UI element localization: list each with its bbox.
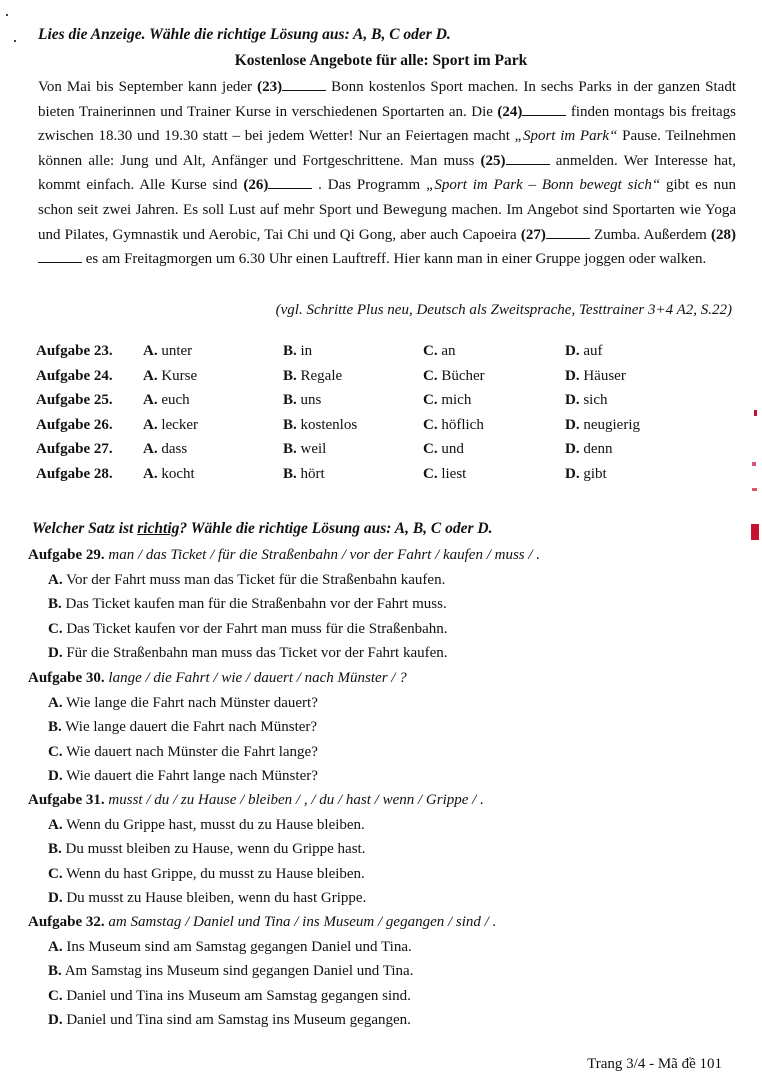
option-text: gibt: [583, 465, 607, 482]
option-text: lecker: [161, 416, 198, 433]
gap-24-blank: [522, 103, 566, 116]
task-row: [36, 417, 736, 442]
option-d: [28, 764, 748, 789]
option-letter: A.: [143, 441, 158, 458]
option-text: Du musst zu Hause bleiben, wenn du hast Grippe.: [66, 890, 367, 907]
task-row: [36, 343, 736, 368]
gap-27-blank: [546, 226, 590, 239]
option-d: [28, 886, 748, 911]
option-c: [423, 441, 464, 458]
option-text: Regale: [300, 367, 343, 384]
option-letter: C.: [48, 620, 63, 637]
stamp-mark: [751, 524, 759, 540]
option-letter: D.: [565, 441, 580, 458]
option-d: [565, 441, 613, 458]
task-label: Aufgabe 27.: [36, 441, 113, 458]
option-b: [283, 368, 342, 385]
option-text: Vor der Fahrt muss man das Ticket für die Straßenbahn kaufen.: [66, 571, 446, 588]
question-header: [28, 543, 748, 568]
option-text: Wenn du hast Grippe, du musst zu Hause bleiben.: [66, 865, 365, 882]
option-text: kostenlos: [300, 416, 358, 433]
option-letter: C.: [48, 743, 63, 760]
gap-25-label: (25): [480, 152, 506, 169]
task-label: Aufgabe 25.: [36, 392, 113, 409]
question-32: [28, 910, 748, 1033]
option-letter: B.: [283, 416, 297, 433]
question-29: [28, 543, 748, 666]
option-letter: D.: [48, 768, 63, 785]
question-label: Aufgabe 32.: [28, 914, 105, 930]
task-label: Aufgabe 26.: [36, 416, 113, 433]
option-d: [565, 466, 607, 483]
option-c: [28, 740, 748, 765]
option-a: [28, 813, 748, 838]
option-c: [28, 862, 748, 887]
option-a: [143, 466, 195, 483]
ad-passage: [38, 75, 736, 272]
option-letter: B.: [283, 367, 297, 384]
option-text: unter: [161, 343, 193, 359]
option-letter: B.: [48, 841, 62, 858]
gap-27-label: (27): [520, 226, 546, 243]
question-prompt: am Samstag / Daniel und Tina / ins Museum / gegangen / sind / .: [108, 914, 497, 930]
option-d: [565, 368, 626, 385]
option-a: [143, 368, 197, 385]
stamp-mark: [752, 488, 757, 491]
option-b: [283, 441, 326, 458]
option-b: [283, 392, 321, 409]
option-b: [28, 592, 748, 617]
question-prompt: man / das Ticket / für die Straßenbahn / vor der Fahrt / kaufen / muss / .: [108, 547, 541, 563]
question-prompt: lange / die Fahrt / wie / dauert / nach Münster / ?: [108, 670, 407, 686]
passage-text: gibt es nun schon seit zwei Jahren. Es soll Lust auf mehr Sport und Bewegung machen. Im Angebot sind Sportarten wie Yoga und Pilates, Gymnastik und Aerobic, Tai Chi und Qi Gong, aber auch Capoeira: [38, 177, 736, 243]
scan-dot: [6, 14, 8, 16]
task-row: [36, 368, 736, 393]
task-row: [36, 466, 736, 491]
option-text: und: [441, 441, 464, 458]
option-letter: B.: [48, 963, 62, 980]
option-text: neugierig: [583, 416, 640, 433]
option-a: [143, 417, 198, 434]
option-b: [283, 417, 357, 434]
option-letter: A.: [143, 465, 158, 482]
scan-dot: [14, 40, 16, 42]
option-text: an: [441, 343, 456, 359]
instruction-text: Welcher Satz ist: [32, 520, 138, 537]
question-label: Aufgabe 29.: [28, 547, 105, 563]
option-text: Für die Straßenbahn man muss das Ticket vor der Fahrt kaufen.: [66, 645, 448, 662]
option-text: Das Ticket kaufen man für die Straßenbahn vor der Fahrt muss.: [65, 596, 447, 613]
option-d: [565, 392, 608, 409]
stamp-mark: [754, 410, 757, 416]
gap-24-label: (24): [497, 103, 523, 120]
question-label: Aufgabe 30.: [28, 670, 105, 686]
option-letter: D.: [48, 1012, 63, 1029]
option-letter: C.: [423, 416, 438, 433]
option-text: Wenn du Grippe hast, musst du zu Hause bleiben.: [66, 816, 365, 833]
option-a: [143, 343, 192, 360]
question-header: [28, 910, 748, 935]
option-letter: D.: [565, 367, 580, 384]
question-31: [28, 788, 748, 911]
option-b: [283, 466, 325, 483]
option-text: Wie lange dauert die Fahrt nach Münster?: [65, 719, 318, 736]
option-text: Kurse: [161, 367, 198, 384]
option-text: Bücher: [441, 367, 485, 384]
option-letter: B.: [283, 343, 297, 359]
question-label: Aufgabe 31.: [28, 792, 105, 808]
instruction-emphasis: richtig: [137, 520, 180, 537]
option-b: [28, 959, 748, 984]
option-text: Wie dauert nach Münster die Fahrt lange?: [66, 743, 318, 760]
option-text: weil: [300, 441, 327, 458]
option-c: [423, 368, 485, 385]
ad-title: Kostenlose Angebote für alle: Sport im Park: [234, 52, 528, 69]
gap-23-label: (23): [257, 79, 283, 95]
option-c: [423, 343, 456, 360]
option-text: Wie lange die Fahrt nach Münster dauert?: [66, 694, 318, 711]
option-letter: D.: [565, 343, 580, 359]
option-letter: D.: [48, 645, 63, 662]
option-letter: A.: [48, 694, 63, 711]
option-c: [423, 392, 471, 409]
option-letter: C.: [423, 465, 438, 482]
option-letter: C.: [48, 865, 63, 882]
passage-text: es am Freitagmorgen um 6.30 Uhr einen Lauftreff. Hier kann man in einer Gruppe joggen oder walken.: [82, 251, 707, 268]
option-letter: D.: [565, 392, 580, 409]
option-text: sich: [583, 392, 608, 409]
option-text: Daniel und Tina sind am Samstag ins Museum gegangen.: [66, 1012, 411, 1029]
task-label: Aufgabe 28.: [36, 465, 113, 482]
option-text: auf: [583, 343, 603, 359]
question-header: [28, 788, 748, 813]
option-b: [283, 343, 312, 360]
passage-text: anmelden. Wer Interesse hat, kommt einfach. Alle Kurse sind: [38, 152, 736, 194]
passage-text: . Das Programm: [312, 177, 427, 194]
option-text: liest: [441, 465, 467, 482]
option-letter: C.: [423, 367, 438, 384]
option-letter: C.: [423, 441, 438, 458]
option-c: [28, 984, 748, 1009]
option-letter: B.: [283, 441, 297, 458]
option-letter: B.: [48, 719, 62, 736]
option-a: [143, 441, 187, 458]
option-letter: C.: [423, 343, 438, 359]
option-letter: D.: [565, 416, 580, 433]
option-letter: A.: [143, 416, 158, 433]
option-letter: B.: [48, 596, 62, 613]
gap-28-blank: [38, 250, 82, 263]
passage-text: Zumba. Außerdem: [589, 226, 711, 243]
option-c: [423, 417, 484, 434]
option-text: Häuser: [583, 367, 626, 384]
passage-text: Bonn kostenlos Sport machen. In sechs Parks in der ganzen Stadt bieten Trainerinnen und Trainer Kurse in verschiedenen Sportarten an. Die: [38, 79, 736, 120]
instruction-text: ? Wähle die richtige Lösung aus: A, B, C oder D.: [179, 520, 493, 537]
sentence-instruction: [32, 520, 492, 538]
option-a: [28, 691, 748, 716]
reading-instruction: Lies die Anzeige. Wähle die richtige Lösung aus: A, B, C oder D.: [38, 26, 451, 43]
option-d: [28, 1008, 748, 1033]
option-text: Das Ticket kaufen vor der Fahrt man muss für die Straßenbahn.: [66, 620, 448, 637]
passage-text: Pause. Teilnehmen können alle: Jung und Alt, Anfänger und Fortgeschrittene. Man muss: [38, 128, 736, 169]
option-d: [28, 641, 748, 666]
option-text: Wie dauert die Fahrt lange nach Münster?: [66, 768, 318, 785]
gap-26-blank: [268, 176, 312, 189]
program-name: „Sport im Park“: [514, 128, 618, 145]
option-letter: A.: [48, 571, 63, 588]
option-letter: C.: [48, 987, 63, 1004]
option-letter: D.: [48, 890, 63, 907]
gap-25-blank: [506, 152, 550, 165]
option-text: uns: [300, 392, 322, 409]
task-row: [36, 441, 736, 466]
option-c: [423, 466, 466, 483]
gap-fill-tasks: [36, 343, 736, 491]
option-d: [565, 343, 603, 360]
question-prompt: musst / du / zu Hause / bleiben / , / du / hast / wenn / Grippe / .: [108, 792, 484, 808]
option-letter: A.: [143, 392, 158, 409]
option-b: [28, 715, 748, 740]
gap-28-label: (28): [711, 226, 736, 243]
passage-text: finden montags bis freitags zwischen 18.30 und 19.30 statt – bei jedem Wetter! Nur an Feiertagen macht: [38, 103, 736, 145]
task-label: Aufgabe 23.: [36, 343, 113, 359]
option-letter: A.: [48, 816, 63, 833]
option-text: dass: [161, 441, 188, 458]
option-letter: A.: [48, 938, 63, 955]
option-letter: B.: [283, 465, 297, 482]
option-a: [143, 392, 190, 409]
source-citation: (vgl. Schritte Plus neu, Deutsch als Zweitsprache, Testtrainer 3+4 A2, S.22): [275, 302, 732, 318]
option-d: [565, 417, 640, 434]
option-text: denn: [583, 441, 613, 458]
gap-23-blank: [282, 78, 326, 91]
option-letter: A.: [143, 343, 158, 359]
option-c: [28, 617, 748, 642]
page-footer: Trang 3/4 - Mã đề 101: [587, 1056, 722, 1072]
option-letter: C.: [423, 392, 438, 409]
option-letter: B.: [283, 392, 297, 409]
option-text: mich: [441, 392, 472, 409]
option-a: [28, 568, 748, 593]
task-row: [36, 392, 736, 417]
option-letter: A.: [143, 367, 158, 384]
stamp-mark: [752, 462, 756, 466]
passage-text: Von Mai bis September kann jeder: [38, 79, 258, 95]
option-text: euch: [161, 392, 190, 409]
option-text: Ins Museum sind am Samstag gegangen Daniel und Tina.: [66, 938, 412, 955]
option-text: Du musst bleiben zu Hause, wenn du Grippe hast.: [65, 841, 366, 858]
option-text: hört: [300, 465, 325, 482]
option-text: Am Samstag ins Museum sind gegangen Daniel und Tina.: [64, 963, 414, 980]
gap-26-label: (26): [243, 177, 269, 194]
question-header: [28, 666, 748, 691]
option-text: höflich: [441, 416, 484, 433]
question-30: [28, 666, 748, 789]
option-b: [28, 837, 748, 862]
option-text: Daniel und Tina ins Museum am Samstag gegangen sind.: [66, 987, 411, 1004]
option-a: [28, 935, 748, 960]
task-label: Aufgabe 24.: [36, 367, 113, 384]
option-letter: D.: [565, 465, 580, 482]
option-text: kocht: [161, 465, 195, 482]
option-text: in: [300, 343, 313, 359]
program-full-name: „Sport im Park – Bonn bewegt sich“: [426, 177, 661, 194]
